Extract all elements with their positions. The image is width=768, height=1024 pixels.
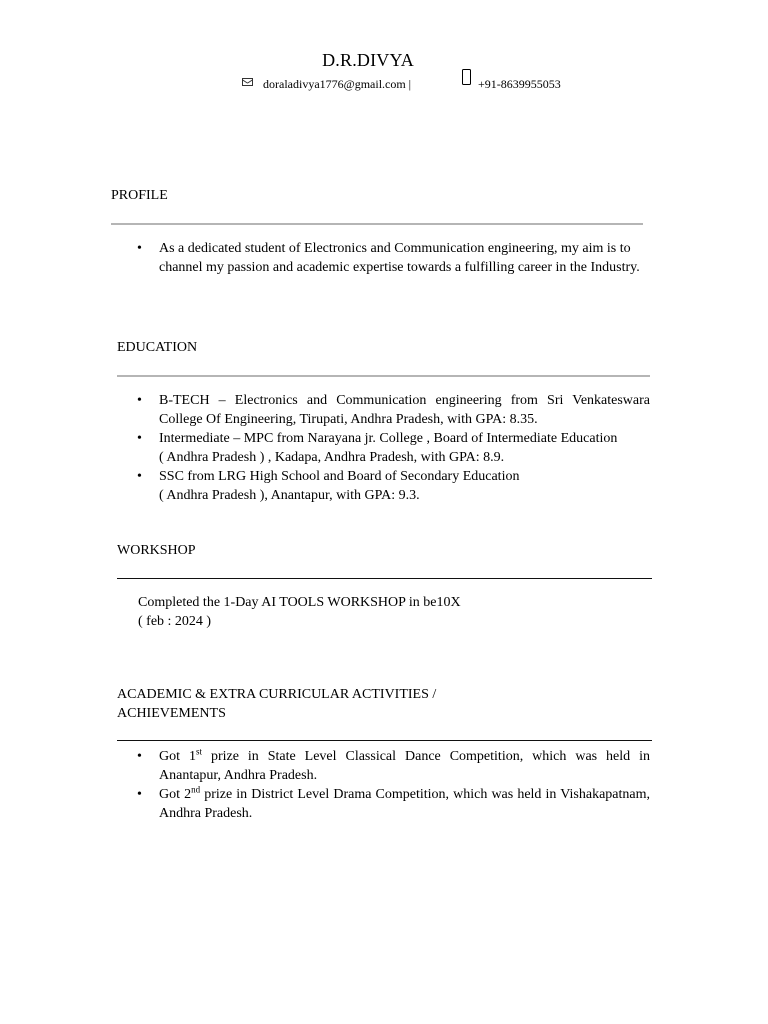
education-line: ( Andhra Pradesh ) , Kadapa, Andhra Pradesh, with GPA: 8.9. (159, 450, 505, 465)
section-heading-achievements-cont: ACHIEVEMENTS (117, 706, 226, 721)
bullet-glyph: • (137, 241, 142, 256)
section-heading-workshop: WORKSHOP (117, 543, 196, 558)
bullet-glyph: • (137, 431, 142, 446)
bullet-glyph: • (137, 787, 142, 802)
profile-list (137, 239, 647, 277)
profile-statement: As a dedicated student of Electronics and Communication engineering, my aim is to channel my passion and academic expertise towards a fulfilling career in the Industry. (159, 241, 640, 275)
list-item (137, 391, 650, 429)
workshop-date: ( feb : 2024 ) (138, 614, 212, 629)
list-item (137, 785, 650, 823)
achievement-prefix: Got 1 (159, 749, 196, 764)
education-line: Intermediate – MPC from Narayana jr. College , Board of Intermediate Education (159, 431, 618, 446)
education-line: SSC from LRG High School and Board of Secondary Education (159, 469, 520, 484)
education-list (137, 391, 650, 505)
education-line: ( Andhra Pradesh ), Anantapur, with GPA: 9.3. (159, 488, 420, 503)
list-item (137, 747, 650, 785)
education-line: College Of Engineering, Tirupati, Andhra Pradesh, with GPA: 8.35. (159, 412, 538, 427)
achievement-text: prize in District Level Drama Competition, which was held in Vishakapatnam, (200, 787, 651, 802)
list-item (137, 429, 650, 467)
section-heading-education: EDUCATION (117, 340, 198, 355)
mobile-phone-icon (462, 69, 471, 85)
section-divider (117, 578, 652, 579)
list-item (137, 239, 647, 277)
list-item (137, 467, 650, 505)
section-heading-profile: PROFILE (111, 188, 168, 203)
section-divider (117, 740, 652, 741)
envelope-icon (242, 78, 253, 86)
ordinal-suffix: st (195, 746, 202, 757)
bullet-glyph: • (137, 749, 142, 764)
achievement-text: prize in State Level Classical Dance Competition, which was held in (201, 749, 651, 764)
phone-number: +91-8639955053 (478, 77, 561, 91)
achievement-line: Andhra Pradesh. (159, 806, 253, 821)
bullet-glyph: • (137, 469, 142, 484)
candidate-name: D.R.DIVYA (322, 50, 414, 70)
ordinal-suffix: nd (191, 784, 201, 795)
achievement-line: Anantapur, Andhra Pradesh. (159, 768, 318, 783)
achievement-line (159, 747, 650, 766)
section-divider (111, 223, 643, 225)
bullet-glyph: • (137, 393, 142, 408)
workshop-description: Completed the 1-Day AI TOOLS WORKSHOP in be10X (138, 595, 461, 610)
achievements-list (137, 747, 650, 823)
education-line: B-TECH – Electronics and Communication engineering from Sri Venkateswara (159, 393, 650, 408)
section-heading-achievements: ACADEMIC & EXTRA CURRICULAR ACTIVITIES / (117, 687, 437, 702)
achievement-line (159, 785, 650, 804)
achievement-prefix: Got 2 (159, 787, 192, 802)
section-divider (117, 375, 650, 377)
email-address: doraladivya1776@gmail.com | (263, 77, 412, 91)
